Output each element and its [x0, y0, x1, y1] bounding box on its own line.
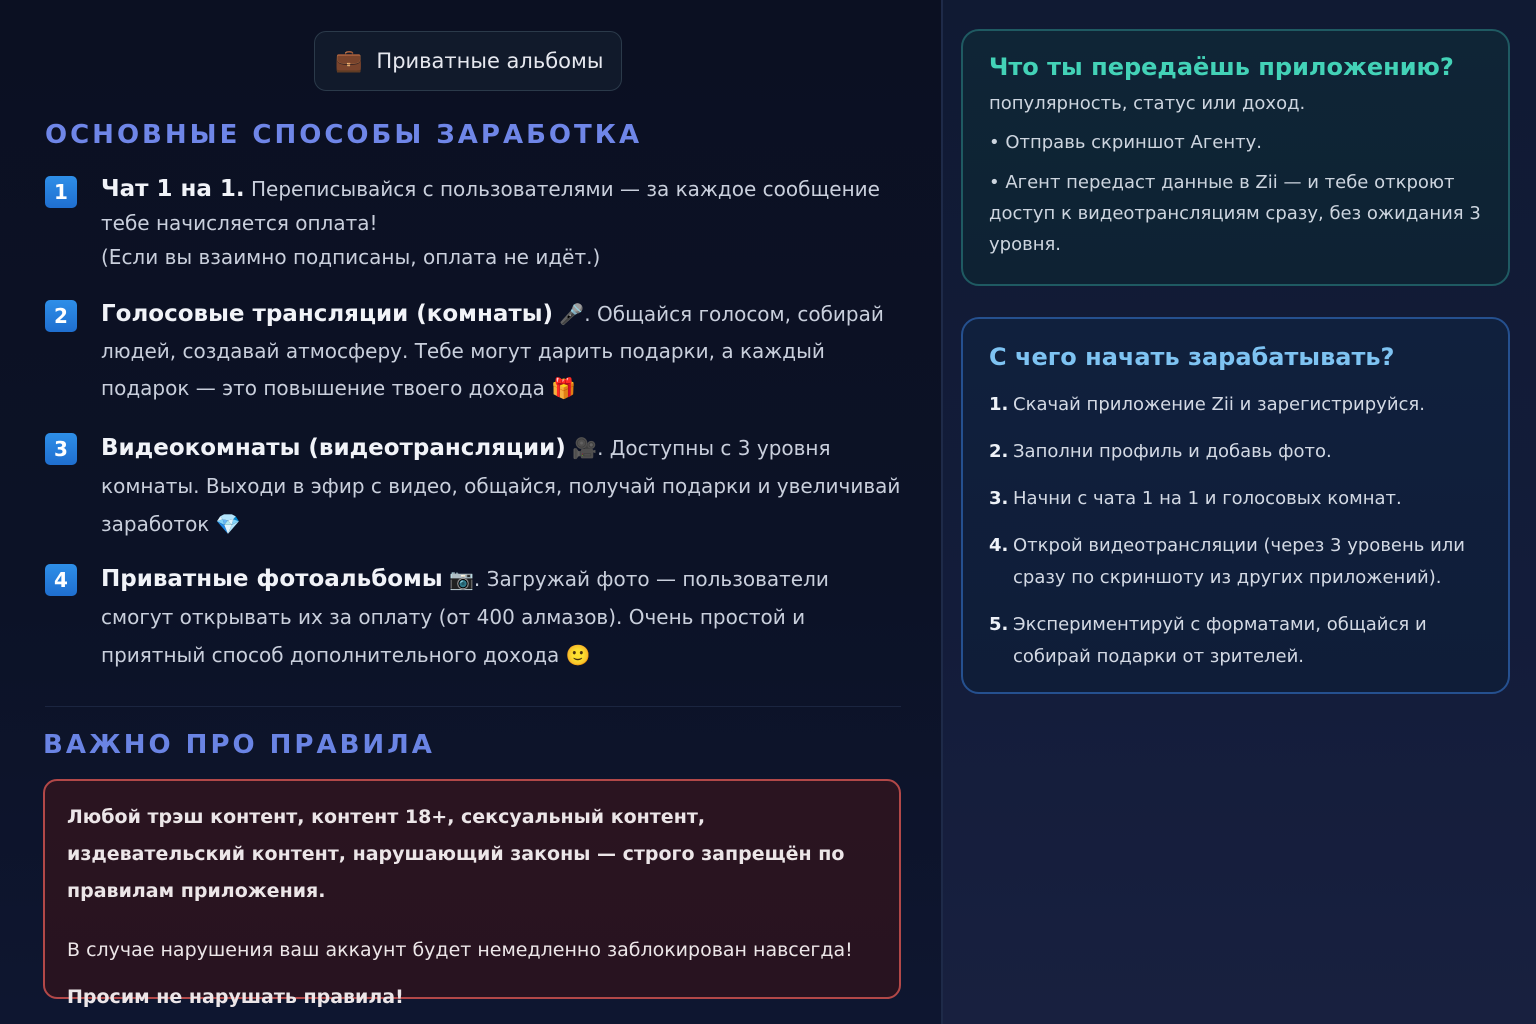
- item-number-badge: 4: [45, 564, 77, 596]
- earn-item-body: [101, 429, 905, 543]
- earn-item-title: Видеокомнаты (видеотрансляции): [101, 435, 566, 461]
- private-albums-button[interactable]: [314, 31, 622, 91]
- earn-item-voice: [45, 296, 905, 407]
- video-camera-icon: 🎥: [572, 436, 598, 460]
- earn-item-chat: [45, 172, 905, 274]
- transfer-card-bullet: • Отправь скриншот Агенту.: [989, 132, 1262, 153]
- earn-section-title: ОСНОВНЫЕ СПОСОБЫ ЗАРАБОТКА: [45, 120, 643, 150]
- briefcase-icon: 💼: [335, 48, 363, 74]
- camera-icon: 📷: [449, 567, 474, 591]
- step-number: 3.: [989, 488, 1009, 509]
- start-card-title: С чего начать зарабатывать?: [989, 343, 1395, 371]
- earn-item-video: [45, 429, 905, 543]
- item-number-badge: 3: [45, 433, 77, 465]
- list-item: [989, 389, 1482, 421]
- earn-item-body: [101, 172, 905, 274]
- earn-item-title: Чат 1 на 1.: [101, 176, 245, 202]
- earn-item-body: [101, 296, 905, 407]
- item-number-badge: 2: [45, 300, 77, 332]
- step-text: Заполни профиль и добавь фото.: [1013, 441, 1332, 462]
- smile-icon: 🙂: [565, 643, 591, 667]
- gift-icon: 🎁: [551, 376, 577, 400]
- earn-item-text: Переписывайся с пользователями — за каждое сообщение тебе начисляется оплата!: [101, 177, 880, 235]
- item-number-badge: 1: [45, 176, 77, 208]
- step-text: Открой видеотрансляции (через 3 уровень или сразу по скриншоту из других приложений).: [1013, 535, 1466, 588]
- step-text: Начни с чата 1 на 1 и голосовых комнат.: [1013, 488, 1402, 509]
- rules-warning-box: [43, 779, 901, 1008]
- earn-item-title: Голосовые трансляции (комнаты): [101, 301, 554, 327]
- step-text: Скачай приложение Zii и зарегистрируйся.: [1013, 394, 1425, 415]
- earn-item-photo-albums: [45, 560, 905, 674]
- rules-consequence-text: В случае нарушения ваш аккаунт будет немедленно заблокирован навсегда!: [67, 939, 853, 961]
- transfer-card-line: популярность, статус или доход.: [989, 93, 1306, 114]
- earn-item-title: Приватные фотоальбомы: [101, 566, 443, 592]
- section-separator: [45, 706, 901, 707]
- start-steps-list: [989, 389, 1482, 673]
- transfer-card-title: Что ты передаёшь приложению?: [989, 53, 1454, 81]
- step-number: 2.: [989, 441, 1009, 462]
- transfer-card-bullet: • Агент передаст данные в Zii — и тебе откроют доступ к видеотрансляциям сразу, без ожидания 3 уровня.: [989, 172, 1481, 255]
- rules-section-title: ВАЖНО ПРО ПРАВИЛА: [43, 730, 435, 760]
- private-albums-label: Приватные альбомы: [376, 49, 604, 73]
- transfer-info-card: [961, 29, 1510, 286]
- list-item: [989, 530, 1482, 594]
- list-item: [989, 609, 1482, 673]
- earn-item-text: . Общайся голосом, собирай людей, создавай атмосферу. Тебе могут дарить подарки, а каждый подарок — это повышение твоего дохода: [101, 302, 884, 400]
- microphone-icon: 🎤: [559, 302, 585, 326]
- rules-plea-text: Просим не нарушать правила!: [67, 986, 404, 1008]
- earn-item-text: . Загружай фото — пользователи смогут открывать их за оплату (от 400 алмазов). Очень простой и приятный способ дополнительного дохода: [101, 567, 829, 667]
- step-number: 1.: [989, 394, 1009, 415]
- earn-item-body: [101, 560, 905, 674]
- step-text: Экспериментируй с форматами, общайся и собирай подарки от зрителей.: [1013, 614, 1427, 667]
- rules-warning-text: Любой трэш контент, контент 18+, сексуальный контент, издевательский контент, нарушающий законы — строго запрещён по правилам приложения.: [67, 806, 845, 902]
- step-number: 5.: [989, 614, 1009, 635]
- start-earning-card: [961, 317, 1510, 694]
- list-item: [989, 436, 1482, 468]
- diamond-icon: 💎: [215, 512, 241, 536]
- step-number: 4.: [989, 535, 1009, 556]
- list-item: [989, 483, 1482, 515]
- earn-item-note: (Если вы взаимно подписаны, оплата не идёт.): [101, 245, 601, 269]
- earn-item-text: . Доступны с 3 уровня комнаты. Выходи в эфир с видео, общайся, получай подарки и увеличивай заработок: [101, 436, 901, 536]
